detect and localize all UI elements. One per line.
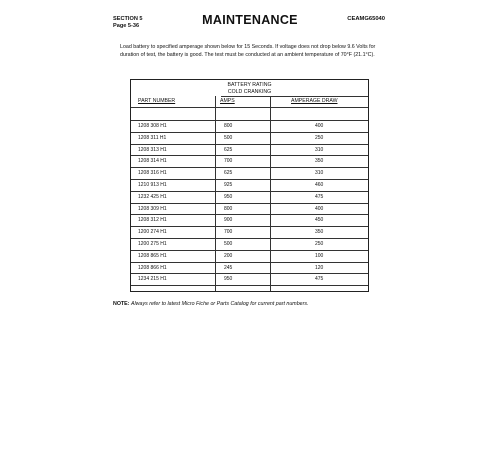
amperage-draw-cell: 400 — [315, 123, 324, 129]
amps-cell: 625 — [224, 146, 233, 153]
amps-cell: 500 — [224, 241, 233, 247]
table-row — [131, 120, 368, 132]
table-row — [131, 179, 368, 191]
part-number-cell: 1200 274 H1 — [138, 229, 167, 236]
amperage-draw-cell: 100 — [315, 252, 324, 259]
amperage-draw-cell: 310 — [315, 146, 324, 153]
table-row — [131, 191, 368, 203]
amps-cell: 245 — [224, 264, 233, 271]
amperage-draw-cell: 350 — [315, 158, 324, 165]
part-number-cell: 1234 215 H1 — [138, 276, 167, 283]
row-divider — [131, 285, 368, 286]
note-label: NOTE: — [113, 301, 130, 307]
table-title-line1: BATTERY RATING — [227, 82, 272, 88]
part-number-cell: 1208 866 H1 — [138, 264, 167, 271]
table-row — [131, 203, 368, 215]
column-header: AMPS — [220, 98, 235, 104]
amps-cell: 950 — [224, 193, 233, 200]
section-number: SECTION 5 — [113, 16, 143, 22]
note — [113, 301, 308, 307]
amps-cell: 925 — [224, 182, 233, 188]
amps-cell: 500 — [224, 134, 233, 141]
part-number-cell: 1208 865 H1 — [138, 252, 167, 259]
intro-paragraph: Load battery to specified amperage shown below for 15 Seconds. If voltage does not drop below 9.6 Volts for duration of test, the battery is good. The test must be conducted at an ambient temperature of 70°F (21.1°C). — [120, 44, 376, 58]
page-title: MAINTENANCE — [202, 13, 298, 27]
amperage-draw-cell: 120 — [315, 264, 324, 271]
table-row — [131, 167, 368, 179]
amps-cell: 800 — [224, 123, 233, 129]
amps-cell: 700 — [224, 229, 233, 236]
amperage-draw-cell: 250 — [315, 134, 324, 141]
amps-cell: 700 — [224, 158, 233, 165]
part-number-cell: 1208 312 H1 — [138, 217, 167, 224]
battery-rating-table — [130, 79, 369, 292]
page-number: Page 5-36 — [113, 23, 140, 29]
amperage-draw-cell: 400 — [315, 205, 324, 212]
part-number-cell: 1210 913 H1 — [138, 182, 167, 188]
part-number-cell: 1200 275 H1 — [138, 241, 167, 247]
amperage-draw-cell: 310 — [315, 170, 324, 177]
part-number-cell: 1208 308 H1 — [138, 123, 167, 129]
table-row — [131, 262, 368, 274]
row-divider — [131, 107, 368, 108]
title-divider — [221, 96, 368, 97]
amperage-draw-cell: 250 — [315, 241, 324, 247]
amperage-draw-cell: 450 — [315, 217, 324, 224]
table-row — [131, 155, 368, 167]
amperage-draw-cell: 475 — [315, 193, 324, 200]
table-row — [131, 132, 368, 144]
part-number-cell: 1232 425 H1 — [138, 193, 167, 200]
column-header: PART NUMBER — [138, 98, 176, 104]
amperage-draw-cell: 460 — [315, 182, 324, 188]
table-row — [131, 226, 368, 238]
table-row — [131, 273, 368, 285]
amps-cell: 800 — [224, 205, 233, 212]
part-number-cell: 1208 311 H1 — [138, 134, 167, 141]
table-title-line2: COLD CRANKING — [227, 88, 272, 95]
column-header: AMPERAGE DRAW — [291, 98, 338, 104]
document-code: CEAMG65040 — [347, 16, 385, 22]
amperage-draw-cell: 475 — [315, 276, 324, 283]
part-number-cell: 1208 316 H1 — [138, 170, 167, 177]
amps-cell: 625 — [224, 170, 233, 177]
part-number-cell: 1208 309 H1 — [138, 205, 167, 212]
table-row — [131, 214, 368, 226]
table-row — [131, 238, 368, 250]
amperage-draw-cell: 350 — [315, 229, 324, 236]
amps-cell: 900 — [224, 217, 233, 224]
table-row — [131, 144, 368, 156]
table-row — [131, 250, 368, 262]
part-number-cell: 1208 314 H1 — [138, 158, 167, 165]
amps-cell: 200 — [224, 252, 233, 259]
amps-cell: 950 — [224, 276, 233, 283]
part-number-cell: 1208 313 H1 — [138, 146, 167, 153]
note-text: Always refer to latest Micro Fiche or Parts Catalog for current part numbers. — [130, 301, 309, 307]
